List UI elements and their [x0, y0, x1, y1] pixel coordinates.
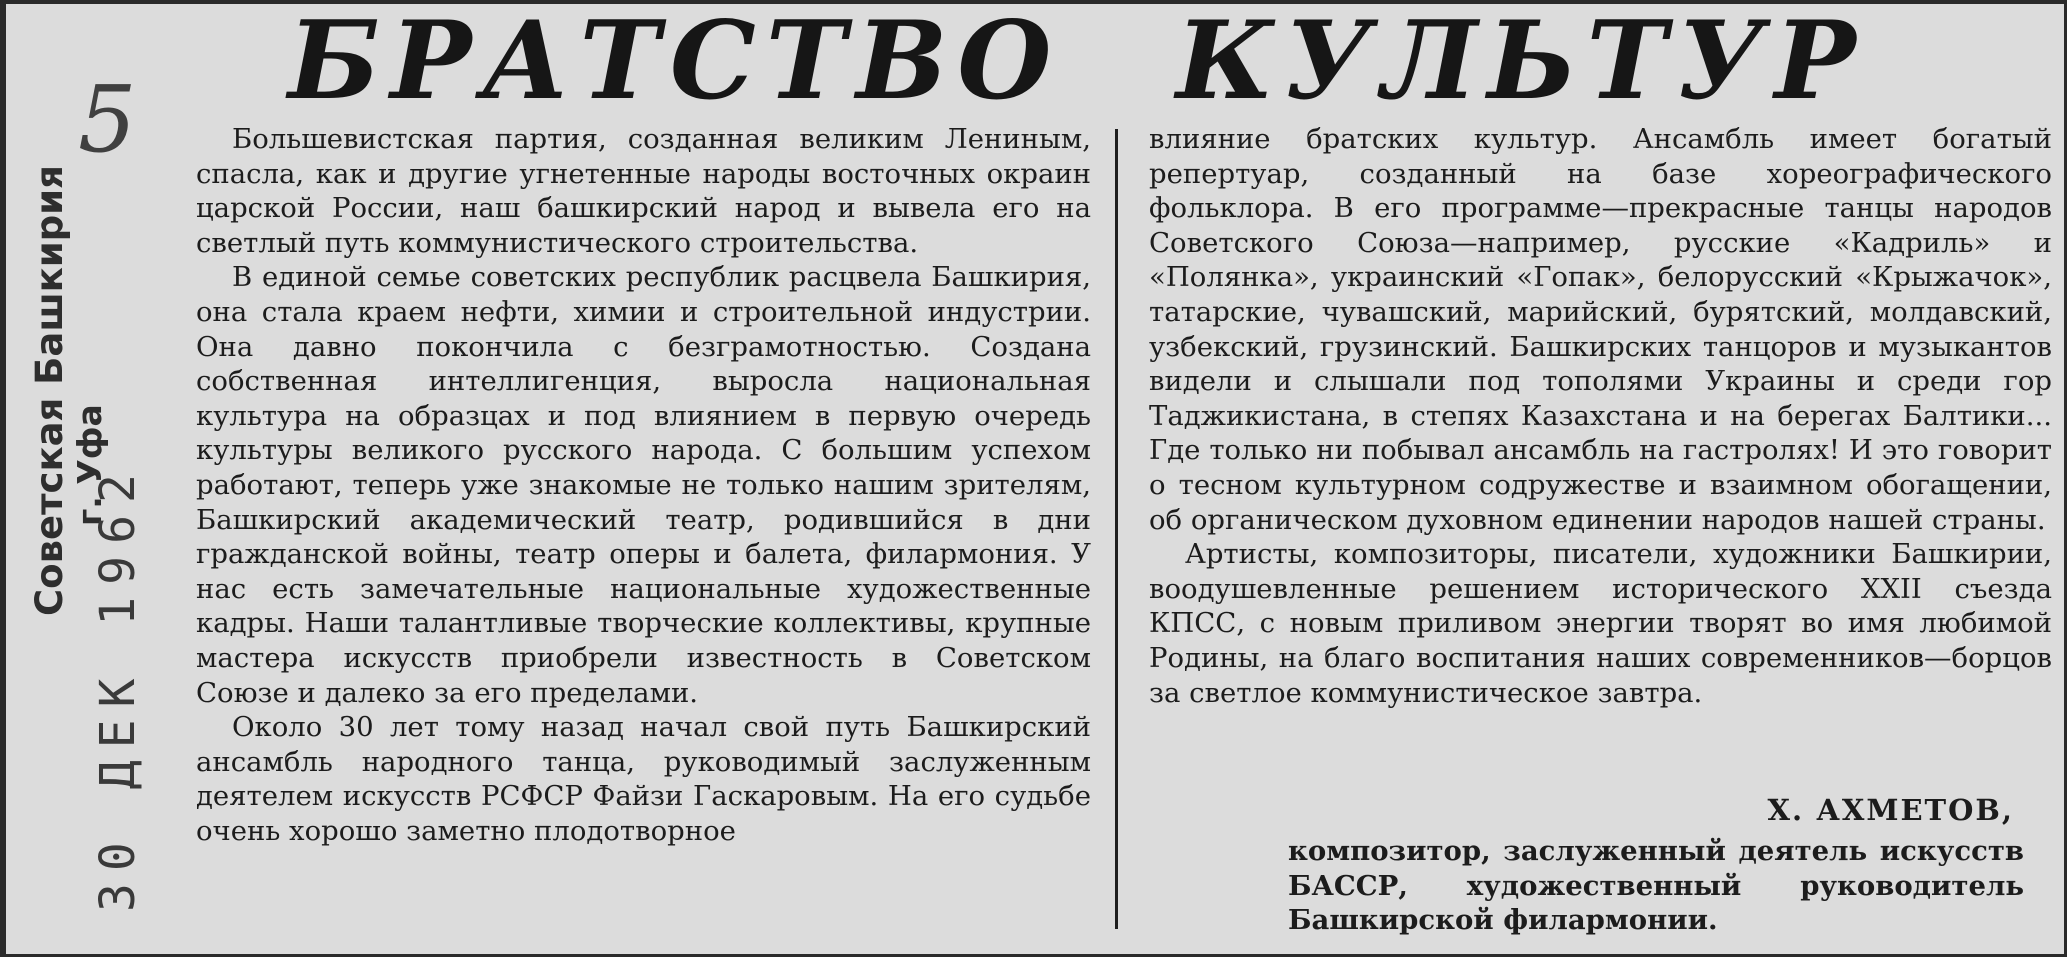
headline-word-1: БРАТСТВО	[288, 0, 1062, 124]
article-paragraph: Большевистская партия, созданная великим Лениным, спасла, как и другие угнетенные народы восточных окраин царской России, наш башкирский народ и вывела его на светлый путь коммунистического строительства.	[196, 123, 1091, 259]
column-divider	[1115, 129, 1118, 929]
article-paragraph: Около 30 лет тому назад начал свой путь Башкирский ансамбль народного танца, руководимый заслуженным деятелем искусств РСФСР Файзи Гаскаровым. На его судьбе очень хорошо заметно плодотворное	[196, 711, 1091, 847]
stamp-newspaper-name: Советская Башкирия	[28, 165, 71, 616]
article-paragraph: Артисты, композиторы, писатели, художники Башкирии, воодушевленные решением исторического XXII съезда КПСС, с новым приливом энергии творят во имя любимой Родины, на благо воспитания наших современников—борцов за светлое коммунистическое завтра.	[1149, 538, 2052, 709]
article-paragraph: влияние братских культур. Ансамбль имеет богатый репертуар, созданный на базе хореографического фольклора. В его программе—прекрасные танцы народов Советского Союза—например, русские «Кадриль» и «Полянка», украинский «Гопак», белорусский «Крыжачок», татарские, чувашский, марийский, бурятский, молдавский, узбекский, грузинский. Башкирских танцоров и музыкантов видели и слышали под тополями Украины и среди гор Таджикистана, в степях Казахстана и на берегах Балтики... Где только ни побывал ансамбль на гастролях! И это говорит о тесном культурном содружестве и взаимном обогащении, об органическом духовном единении народов нашей страны.	[1149, 123, 2052, 536]
author-role: композитор, заслуженный деятель искусств БАССР, художественный руководитель Башкирской филармонии.	[1288, 835, 2024, 937]
stamp-date: 30 ДЕК 1962	[90, 462, 146, 912]
article-right-column	[1149, 122, 2052, 710]
headline-word-2: КУЛЬТУР	[1176, 0, 1866, 124]
headline	[6, 0, 2064, 124]
newspaper-clipping	[6, 0, 2064, 954]
handwritten-page-number: 5	[78, 66, 137, 173]
article-paragraph: В единой семье советских республик расцвела Башкирия, она стала краем нефти, химии и строительной индустрии. Она давно покончила с безграмотностью. Создана собственная интеллигенция, выросла национальная культура на образцах и под влиянием в первую очередь культуры великого русского народа. С большим успехом работают, теперь уже знакомые не только нашим зрителям, Башкирский академический театр, родившийся в дни гражданской войны, театр оперы и балета, филармония. У нас есть замечательные национальные художественные кадры. Наши талантливые творческие коллективы, крупные мастера искусств приобрели известность в Советском Союзе и далеко за его пределами.	[196, 261, 1091, 709]
stamp-city: г. Уфа	[70, 404, 109, 526]
article-left-column	[196, 122, 1091, 848]
author-name: Х. АХМЕТОВ,	[1767, 793, 2014, 827]
